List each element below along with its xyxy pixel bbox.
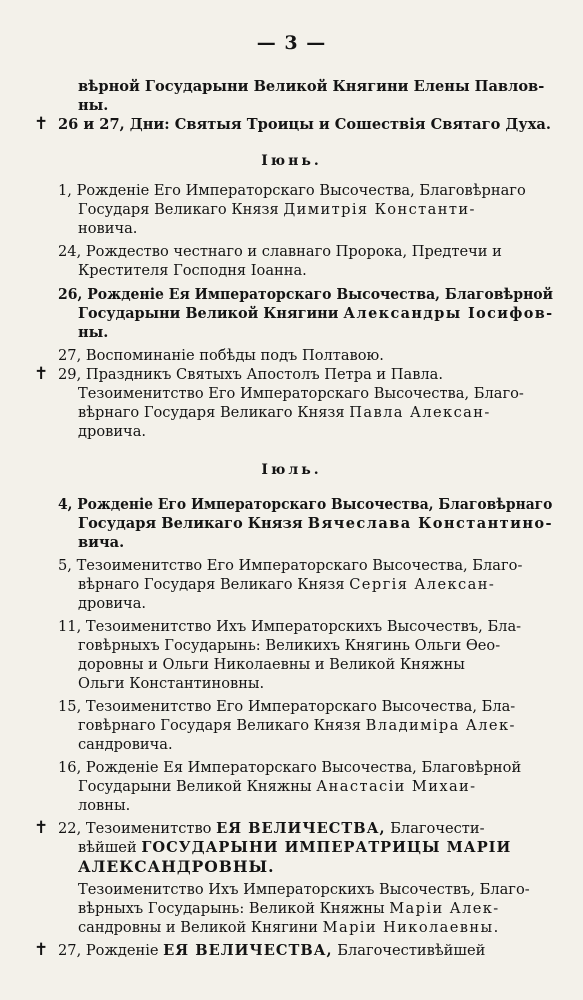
june-entry-27: 27, Воспоминаніе побѣды подъ Полтавою.: [58, 347, 384, 364]
june-entry-26-line: ны.: [78, 324, 109, 341]
july-entry-15-line: говѣрнаго Государя Великаго Князя Владиміра Алек-: [78, 717, 516, 734]
july-entry-22-line: АЛЕКСАНДРОВНЫ.: [78, 857, 275, 876]
july-entry-11: 11, Тезоименитство Ихъ Императорскихъ Высочествъ, Бла-: [58, 618, 522, 635]
text-line: ны.: [78, 97, 109, 114]
july-entry-16-line: ловны.: [78, 797, 131, 814]
july-entry-15-line: сандровича.: [78, 736, 173, 753]
june-entry-26-line: Государыни Великой Княгини Александры Іосифов-: [78, 305, 554, 322]
july-entry-4: 4, Рожденіе Его Императорскаго Высочества, Благовѣрнаго: [58, 496, 553, 513]
june-entry-24-line: Крестителя Господня Іоанна.: [78, 262, 307, 279]
cross-icon: ✝: [34, 940, 49, 960]
july-entry-22-line: вѣйшей ГОСУДАРЫНИ ИМПЕРАТРИЦЫ МАРІИ: [78, 839, 512, 856]
text-line: вѣрной Государыни Великой Княгини Елены Павлов-: [78, 78, 545, 95]
june-entry-1-line: Государя Великаго Князя Димитрія Константи-: [78, 201, 476, 218]
june-entry-29-line: дровича.: [78, 423, 147, 440]
july-entry-5-line: вѣрнаго Государя Великаго Князя Сергія Алексан-: [78, 576, 496, 593]
page-number: — 3 —: [256, 32, 327, 54]
july-entry-11-line: доровны и Ольги Николаевны и Великой Княжны: [78, 656, 465, 673]
june-entry-26: 26, Рожденіе Ея Императорскаго Высочества, Благовѣрной: [58, 286, 554, 303]
cross-icon: ✝: [34, 364, 49, 384]
june-entry-1: 1, Рожденіе Его Императорскаго Высочества, Благовѣрнаго: [58, 182, 526, 199]
july-entry-4-line: вича.: [78, 534, 125, 551]
july-entry-22-line: Тезоименитство Ихъ Императорскихъ Высочествъ, Благо-: [78, 881, 530, 898]
june-entry-29: 29, Праздникъ Святыхъ Апостолъ Петра и Павла.: [58, 366, 444, 383]
entry-trinity: 26 и 27, Дни: Святыя Троицы и Сошествія Святаго Духа.: [58, 116, 551, 133]
june-entry-1-line: новича.: [78, 220, 138, 237]
cross-icon: ✝: [34, 114, 49, 134]
july-entry-22-line: сандровны и Великой Княгини Маріи Николаевны.: [78, 919, 500, 936]
july-entry-15: 15, Тезоименитство Его Императорскаго Высочества, Бла-: [58, 698, 516, 715]
june-entry-24: 24, Рождество честнаго и славнаго Пророка, Предтечи и: [58, 243, 502, 260]
july-entry-16-line: Государыни Великой Княжны Анастасіи Михаи-: [78, 778, 477, 795]
july-entry-4-line: Государя Великаго Князя Вячеслава Константино-: [78, 515, 553, 532]
month-heading-june: Іюнь.: [261, 153, 322, 169]
july-entry-27: 27, Рожденіе ЕЯ ВЕЛИЧЕСТВА, Благочестивѣйшей: [58, 942, 486, 959]
july-entry-22-line: вѣрныхъ Государынь: Великой Княжны Маріи Алек-: [78, 900, 500, 917]
july-entry-5: 5, Тезоименитство Его Императорскаго Высочества, Благо-: [58, 557, 523, 574]
june-entry-29-line: Тезоименитство Его Императорскаго Высочества, Благо-: [78, 385, 524, 402]
june-entry-29-line: вѣрнаго Государя Великаго Князя Павла Алексан-: [78, 404, 491, 421]
july-entry-22: 22, Тезоименитство ЕЯ ВЕЛИЧЕСТВА, Благочести-: [58, 820, 485, 837]
july-entry-11-line: Ольги Константиновны.: [78, 675, 265, 692]
july-entry-5-line: дровича.: [78, 595, 147, 612]
july-entry-16: 16, Рожденіе Ея Императорскаго Высочества, Благовѣрной: [58, 759, 522, 776]
month-heading-july: Іюль.: [261, 462, 322, 478]
cross-icon: ✝: [34, 818, 49, 838]
july-entry-11-line: говѣрныхъ Государынь: Великихъ Княгинь Ольги Ѳео-: [78, 637, 501, 654]
